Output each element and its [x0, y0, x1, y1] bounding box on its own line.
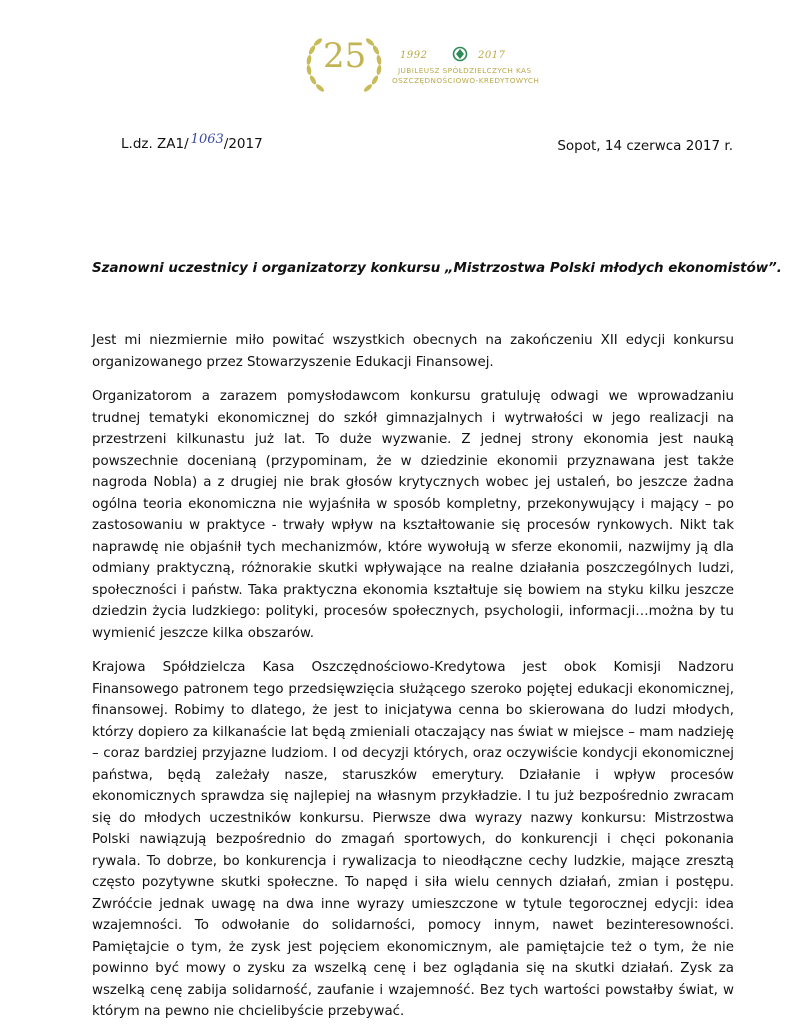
logo-text-line2: OSZCZĘDNOŚCIOWO-KREDYTOWYCH [392, 76, 540, 85]
reference-number [121, 132, 263, 152]
paragraph: Krajowa Spółdzielcza Kasa Oszczędnościowo-Kredytowa jest obok Komisji Nadzoru Finansowego patronem tego przedsięwzięcia służącego szeroko pojętej edukacji ekonomicznej, finansowej. Robimy to dlatego, że jest to inicjatywa cenna bo skierowana do ludzi młodych, którzy dopiero za kilkanaście lat będą zmieniali otaczający nas świat w miejsce – mam nadzieję – coraz bardziej przyjazne ludziom. I od decyzji których, oraz oczywiście kondycji ekonomicznej państwa, będą zależały nasze, staruszków emerytury. Działanie i wpływ procesów ekonomicznych sprawdza się najlepiej na własnym przykładzie. I tu już bezpośrednio zwracam się do młodych uczestników konkursu. Pierwsze dwa wyrazy nazwy konkursu: Mistrzostwa Polski nawiązują bezpośrednio do zmagań sportowych, do konkurencji i chęci pokonania rywala. To dobrze, bo konkurencja i rywalizacja to nieodłączne cechy ludzkie, mające zresztą często pozytywne skutki społeczne. To napęd i siła wielu cennych działań, zmian i postępu. Zwróćcie jednak uwagę na dwa inne wyrazy umieszczone w tytule tegorocznej edycji: idea wzajemności. To odwołanie do solidarności, pomocy innym, nawet bezinteresowności. Pamiętajcie o tym, że zysk jest pojęciem ekonomicznym, ale pamiętajcie też o tym, że nie powinno być mowy o zysku za wszelką cenę i bez oglądania się na skutki działań. Zysk za wszelką cenę zabija solidarność, zaufanie i wzajemność. Bez tych wartości powstałby świat, w którym na pewno nie chcielibyście przebywać. [92, 660, 734, 1019]
letter-body [92, 330, 734, 1036]
paragraph: Jest mi niezmiernie miło powitać wszystkich obecnych na zakończeniu XII edycji konkursu organizowanego przez Stowarzyszenie Edukacji Finansowej. [92, 333, 734, 370]
paragraph: Organizatorom a zarazem pomysłodawcom konkursu gratuluję odwagi we wprowadzaniu trudnej tematyki ekonomicznej do szkół gimnazjalnych i wytrwałości w jego realizacji na przestrzeni kilkunastu już lat. To duże wyzwanie. Z jednej strony ekonomia jest nauką powszechnie docenianą (przypominam, że w dziedzinie ekonomii przyznawana jest także nagroda Nobla) a z drugiej nie brak głosów krytycznych wobec jej ustaleń, bo jeszcze żadna ogólna teoria ekonomiczna nie wyjaśniła w sposób kompletny, przekonywujący i mający – po zastosowaniu w praktyce - trwały wpływ na kształtowanie się procesów rynkowych. Nikt tak naprawdę nie objaśnił tych mechanizmów, które wywołują w sferze ekonomii, nazwijmy ją dla odmiany praktyczną, różnorakie skutki wpływające na realne działania poszczególnych ludzi, społeczności i państw. Taka praktyczna ekonomia kształtuje się bowiem na styku kilku jeszcze dziedzin życia ludzkiego: polityki, procesów społecznych, psychologii, informacji…można by tu wymienić jeszcze kilka obszarów. [92, 389, 734, 641]
year-end: 2017 [478, 50, 506, 61]
ref-suffix: /2017 [223, 136, 263, 152]
letter-date: Sopot, 14 czerwca 2017 r. [557, 138, 733, 154]
jubilee-logo [300, 30, 560, 102]
ref-prefix: L.dz. ZA1/ [121, 136, 189, 152]
salutation: Szanowni uczestnicy i organizatorzy konkursu „Mistrzostwa Polski młodych ekonomistów”. [92, 261, 782, 276]
year-start: 1992 [400, 50, 428, 61]
credit-union-emblem-icon [452, 46, 468, 62]
logo-text-line1: JUBILEUSZ SPÓŁDZIELCZYCH KAS [398, 66, 532, 75]
jubilee-number: 25 [323, 36, 367, 76]
ref-handwritten: 1063 [190, 132, 224, 147]
